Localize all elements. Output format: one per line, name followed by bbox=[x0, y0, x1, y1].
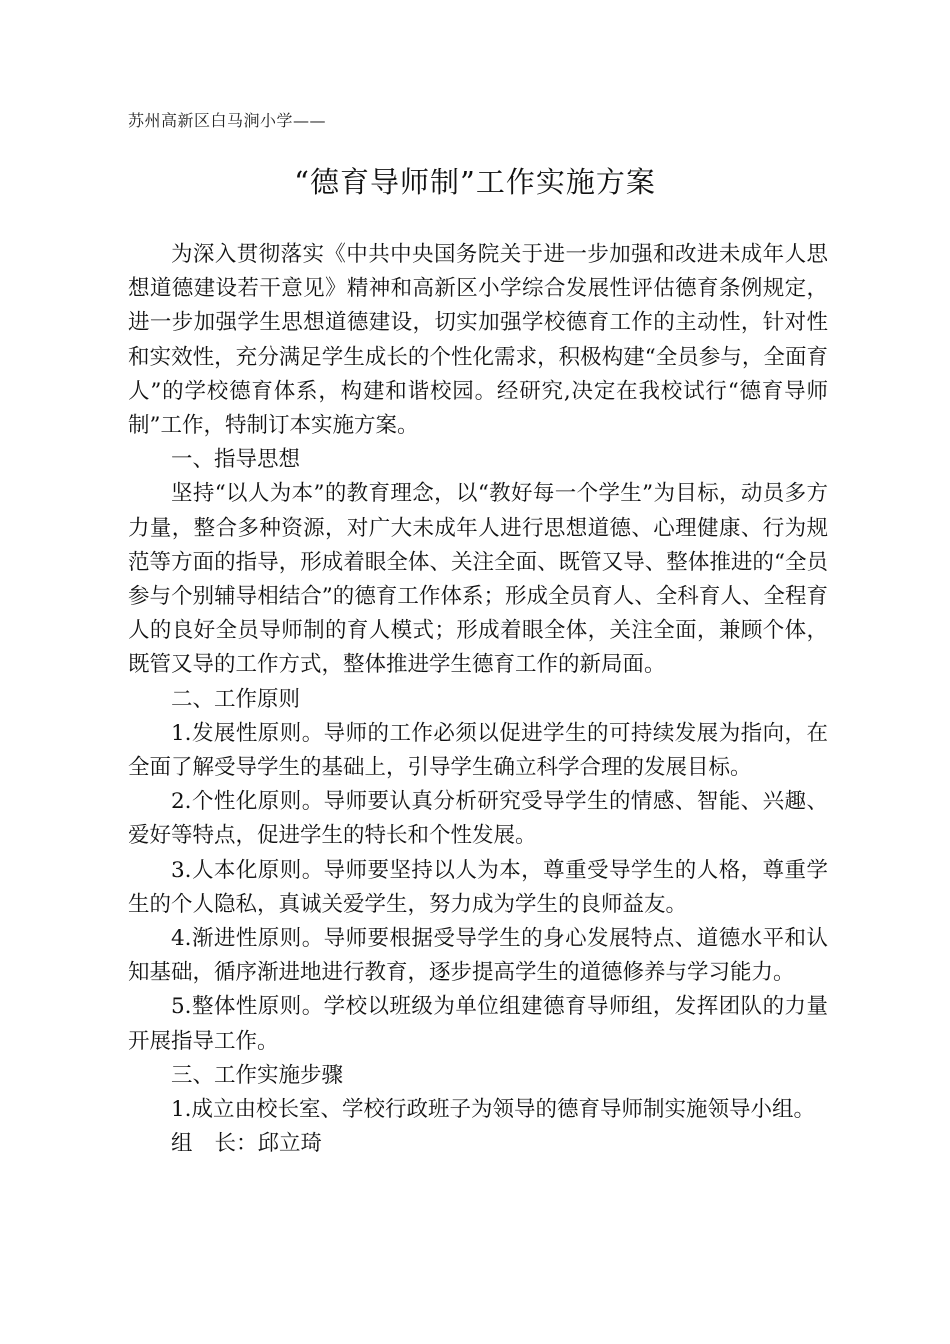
document-body bbox=[128, 238, 828, 1161]
principle-item: 5.整体性原则。学校以班级为单位组建德育导师组，发挥团队的力量开展指导工作。 bbox=[128, 994, 828, 1054]
principle-item: 3.人本化原则。导师要坚持以人为本，尊重受导学生的人格，尊重学生的个人隐私，真诚关爱学生，努力成为学生的良师益友。 bbox=[128, 857, 828, 917]
step-item: 1.成立由校长室、学校行政班子为领导的德育导师制实施领导小组。 bbox=[171, 1097, 816, 1123]
leader-line bbox=[128, 1127, 828, 1161]
guiding-thought-paragraph: 坚持“以人为本”的教育理念，以“教好每一个学生”为目标，动员多方力量，整合多种资源，对广大未成年人进行思想道德、心理健康、行为规范等方面的指导，形成着眼全体、关注全面、既管又导、整体推进的“全员参与个别辅导相结合”的德育工作体系；形成全员育人、全科育人、全程育人的良好全员导师制的育人模式；形成着眼全体，关注全面，兼顾个体，既管又导的工作方式，整体推进学生德育工作的新局面。 bbox=[128, 481, 828, 678]
intro-paragraph: 为深入贯彻落实《中共中央国务院关于进一步加强和改进未成年人思想道德建设若干意见》精神和高新区小学综合发展性评估德育条例规定，进一步加强学生思想道德建设，切实加强学校德育工作的主动性，针对性和实效性，充分满足学生成长的个性化需求，积极构建“全员参与，全面育人”的学校德育体系，构建和谐校园。经研究,决定在我校试行“德育导师制”工作，特制订本实施方案。 bbox=[128, 242, 828, 439]
principle-item: 4.渐进性原则。导师要根据受导学生的身心发展特点、道德水平和认知基础，循序渐进地进行教育，逐步提高学生的道德修养与学习能力。 bbox=[128, 926, 828, 986]
leader-label-part-2: 长： bbox=[214, 1131, 258, 1157]
school-header: 苏州高新区白马涧小学—— bbox=[128, 111, 327, 130]
principle-item: 2.个性化原则。导师要认真分析研究受导学生的情感、智能、兴趣、爱好等特点，促进学生的特长和个性发展。 bbox=[128, 789, 828, 849]
principle-item: 1.发展性原则。导师的工作必须以促进学生的可持续发展为指向，在全面了解受导学生的基础上，引导学生确立科学合理的发展目标。 bbox=[128, 720, 828, 781]
section-heading-guiding-thought: 一、指导思想 bbox=[171, 447, 301, 473]
section-heading-principles: 二、工作原则 bbox=[171, 686, 301, 712]
document-title: “德育导师制”工作实施方案 bbox=[294, 165, 656, 199]
leader-label-part-1: 组 bbox=[171, 1131, 193, 1157]
section-heading-steps: 三、工作实施步骤 bbox=[171, 1062, 344, 1088]
leader-name: 邱立琦 bbox=[257, 1131, 323, 1157]
